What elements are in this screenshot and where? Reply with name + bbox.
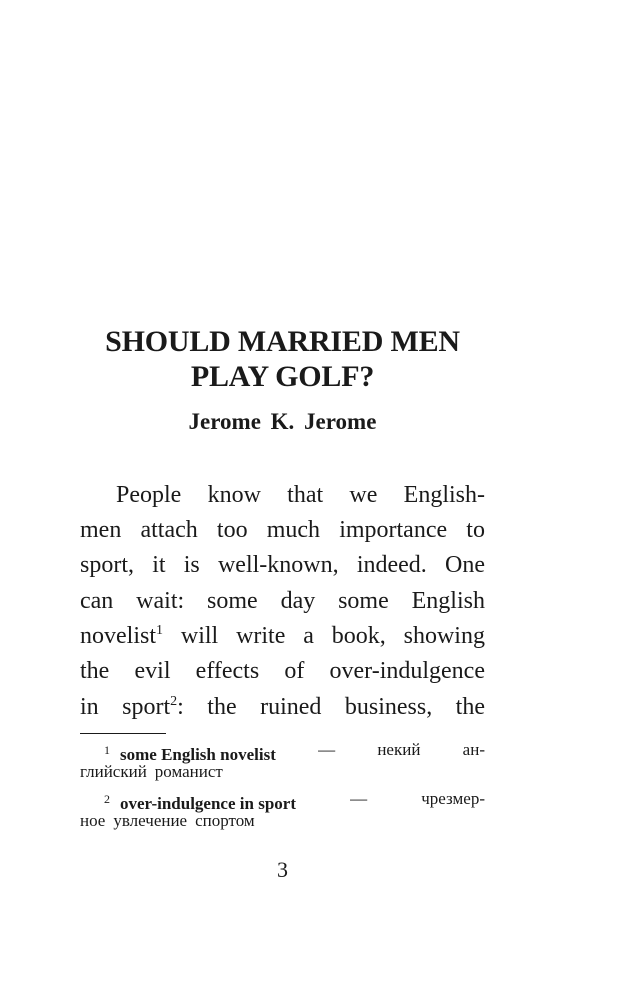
footnote-marker-2: 2: [170, 694, 178, 709]
word: One: [445, 552, 485, 578]
word: over-indulgence: [329, 658, 485, 684]
paragraph-line-2: [80, 515, 485, 545]
page-number: 3: [277, 857, 288, 882]
word: sport: [122, 694, 171, 720]
paragraph-line-6: [80, 656, 485, 686]
word: we: [349, 482, 378, 508]
footnote-1-dash: —: [318, 740, 336, 759]
word: in: [80, 694, 99, 720]
footnote-separator: [80, 733, 166, 734]
word: can: [80, 588, 114, 614]
word: the: [455, 694, 485, 720]
word: novelist: [80, 623, 156, 649]
word-with-footnote-1: [80, 621, 163, 651]
word: глийский: [80, 762, 147, 781]
author-name: Jerome K. Jerome: [188, 409, 377, 434]
word: book,: [331, 623, 386, 649]
paragraph-line-7: [80, 692, 485, 722]
footnote-1-line-2: [80, 761, 485, 783]
footnote-marker-1: 1: [156, 623, 163, 638]
word: evil: [134, 658, 171, 684]
word: too: [216, 517, 248, 543]
word: a: [303, 623, 314, 649]
word: showing: [403, 623, 485, 649]
word: некий: [377, 740, 421, 759]
word: it: [152, 552, 166, 578]
word: the: [80, 658, 110, 684]
word: much: [266, 517, 321, 543]
word: ruined: [260, 694, 322, 720]
word: the: [207, 694, 237, 720]
word: some: [207, 588, 258, 614]
word: wait:: [136, 588, 185, 614]
paragraph-line-4: [80, 586, 485, 616]
word: some: [338, 588, 389, 614]
word: that: [287, 482, 324, 508]
word: indeed.: [356, 552, 427, 578]
word: effects: [195, 658, 260, 684]
story-title-line-1: SHOULD MARRIED MEN: [105, 325, 460, 358]
punctuation: :: [177, 694, 184, 720]
word: of: [284, 658, 305, 684]
word: will: [180, 623, 219, 649]
word: спортом: [195, 811, 255, 830]
footnote-2-line-2: [80, 810, 485, 832]
footnote-1-term: some English novelist: [120, 745, 276, 764]
paragraph-line-3: [80, 550, 485, 580]
word: sport,: [80, 552, 134, 578]
word: business,: [344, 694, 433, 720]
story-title-line-2: PLAY GOLF?: [190, 360, 375, 393]
word: is: [183, 552, 200, 578]
word: чрезмер-: [421, 789, 485, 808]
word: English: [411, 588, 485, 614]
word: day: [280, 588, 316, 614]
paragraph-line-1: [116, 480, 485, 510]
word: увлечение: [113, 811, 188, 830]
word: ан-: [462, 740, 485, 759]
word: ное: [80, 811, 106, 830]
word: write: [236, 623, 286, 649]
word: to: [466, 517, 485, 543]
word: importance: [339, 517, 448, 543]
footnote-2-term: over-indulgence in sport: [120, 794, 296, 813]
word: People: [116, 482, 182, 508]
paragraph-line-5: [80, 621, 485, 651]
footnote-1-number: 1: [104, 743, 110, 757]
word: men: [80, 517, 122, 543]
footnote-2-dash: —: [350, 789, 368, 808]
word: know: [207, 482, 261, 508]
word: романист: [154, 762, 223, 781]
word: attach: [140, 517, 198, 543]
word-with-footnote-2: [122, 692, 184, 722]
footnote-2-number: 2: [104, 792, 110, 806]
word: well-known,: [217, 552, 339, 578]
word: English-: [403, 482, 485, 508]
